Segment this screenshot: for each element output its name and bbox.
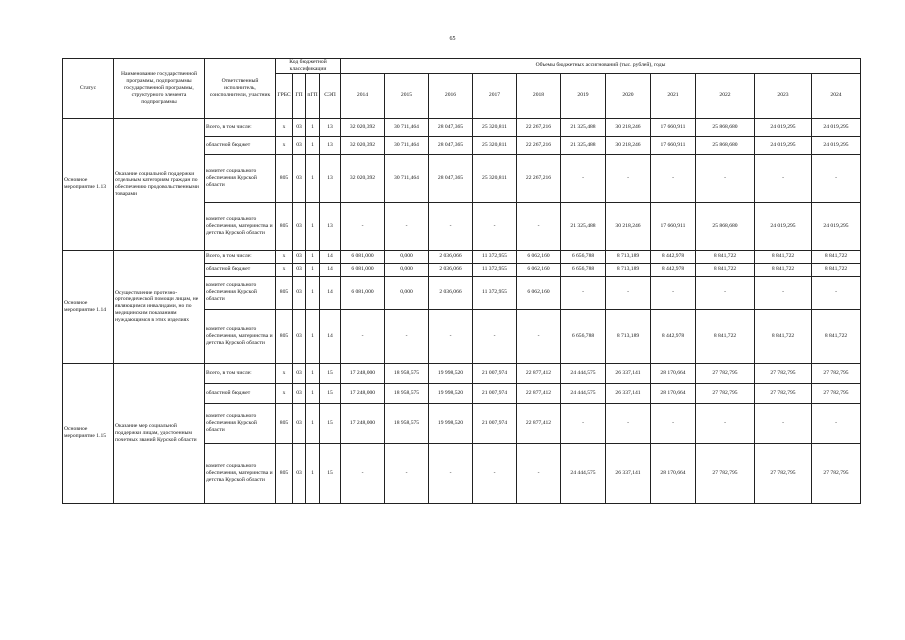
code-grbs-cell: 805 xyxy=(276,276,293,309)
header-code-sep: СЭП xyxy=(320,73,341,118)
amount-cell: 0,000 xyxy=(385,263,429,276)
status-cell: Основное мероприятие 1.14 xyxy=(63,250,114,363)
amount-cell: - xyxy=(561,276,606,309)
amount-cell: 22 877,412 xyxy=(517,403,561,443)
amount-cell: 6 656,788 xyxy=(561,309,606,363)
header-status: Статус xyxy=(63,59,114,119)
amount-cell: 27 782,795 xyxy=(696,363,755,383)
table-body xyxy=(63,118,861,503)
amount-cell: 17 660,911 xyxy=(651,202,696,250)
code-sep-cell: 15 xyxy=(320,403,341,443)
code-grbs-cell: х xyxy=(276,363,293,383)
status-cell: Основное мероприятие 1.13 xyxy=(63,118,114,250)
participant-cell: комитет социального обеспечения Курской области xyxy=(205,403,276,443)
code-sep-cell: 14 xyxy=(320,309,341,363)
amount-cell: 6 062,160 xyxy=(517,250,561,263)
code-sep-cell: 13 xyxy=(320,118,341,136)
amount-cell: 8 841,722 xyxy=(812,309,861,363)
code-pgp-cell: 1 xyxy=(306,250,320,263)
amount-cell: - xyxy=(606,276,651,309)
amount-cell: - xyxy=(561,154,606,202)
amount-cell: 32 020,392 xyxy=(341,136,385,154)
amount-cell: 8 841,722 xyxy=(696,250,755,263)
code-pgp-cell: 1 xyxy=(306,136,320,154)
amount-cell: - xyxy=(696,276,755,309)
header-year: 2020 xyxy=(606,73,651,118)
amount-cell: - xyxy=(651,403,696,443)
amount-cell: - xyxy=(651,276,696,309)
header-code-grbs: ГРБС xyxy=(276,73,293,118)
code-pgp-cell: 1 xyxy=(306,363,320,383)
amount-cell: 6 081,000 xyxy=(341,250,385,263)
code-grbs-cell: 805 xyxy=(276,309,293,363)
amount-cell: 27 782,795 xyxy=(812,363,861,383)
amount-cell: 24 019,295 xyxy=(755,118,812,136)
amount-cell: - xyxy=(651,154,696,202)
amount-cell: 8 442,978 xyxy=(651,250,696,263)
amount-cell: 26 337,141 xyxy=(606,363,651,383)
code-sep-cell: 13 xyxy=(320,136,341,154)
amount-cell: 30 711,464 xyxy=(385,136,429,154)
amount-cell: 8 841,722 xyxy=(755,250,812,263)
amount-cell: 32 020,392 xyxy=(341,118,385,136)
table-row xyxy=(63,363,861,383)
code-gp-cell: 03 xyxy=(293,118,306,136)
amount-cell: 18 958,575 xyxy=(385,363,429,383)
header-code-group: Код бюджетной классификации xyxy=(276,59,341,74)
amount-cell: - xyxy=(606,154,651,202)
code-gp-cell: 03 xyxy=(293,383,306,403)
amount-cell: 6 081,000 xyxy=(341,263,385,276)
code-sep-cell: 15 xyxy=(320,363,341,383)
amount-cell: 6 081,000 xyxy=(341,276,385,309)
amount-cell: 17 248,000 xyxy=(341,383,385,403)
amount-cell: 8 713,189 xyxy=(606,250,651,263)
amount-cell: 17 660,911 xyxy=(651,118,696,136)
code-gp-cell: 03 xyxy=(293,403,306,443)
header-year: 2016 xyxy=(429,73,473,118)
header-program-name: Наименование государственной программы, подпрограммы государственной программы, структурного элемента подпрограммы xyxy=(114,59,205,119)
amount-cell: 19 998,520 xyxy=(429,403,473,443)
amount-cell: 22 267,216 xyxy=(517,136,561,154)
amount-cell: 11 372,955 xyxy=(473,276,517,309)
amount-cell: - xyxy=(473,309,517,363)
amount-cell: 21 007,974 xyxy=(473,363,517,383)
code-pgp-cell: 1 xyxy=(306,403,320,443)
amount-cell: 17 660,911 xyxy=(651,136,696,154)
measure-name-cell: Оказание социальной поддержки отдельным категориям граждан по обеспечению продовольственными товарами xyxy=(114,118,205,250)
amount-cell: 30 711,464 xyxy=(385,154,429,202)
amount-cell: 6 062,160 xyxy=(517,263,561,276)
code-sep-cell: 15 xyxy=(320,443,341,503)
amount-cell: - xyxy=(473,202,517,250)
header-year: 2017 xyxy=(473,73,517,118)
amount-cell: - xyxy=(696,403,755,443)
header-year: 2022 xyxy=(696,73,755,118)
amount-cell: - xyxy=(429,309,473,363)
amount-cell: 27 782,795 xyxy=(696,383,755,403)
code-gp-cell: 03 xyxy=(293,263,306,276)
amount-cell: 0,000 xyxy=(385,276,429,309)
amount-cell: 27 782,795 xyxy=(755,363,812,383)
amount-cell: 8 713,189 xyxy=(606,263,651,276)
amount-cell: 28 170,664 xyxy=(651,383,696,403)
amount-cell: 30 218,246 xyxy=(606,118,651,136)
amount-cell: 19 998,520 xyxy=(429,363,473,383)
amount-cell: 2 036,066 xyxy=(429,263,473,276)
amount-cell: 18 958,575 xyxy=(385,383,429,403)
code-pgp-cell: 1 xyxy=(306,309,320,363)
amount-cell: 24 019,295 xyxy=(812,136,861,154)
amount-cell: 27 782,795 xyxy=(696,443,755,503)
amount-cell: 25 320,811 xyxy=(473,118,517,136)
participant-cell: Всего, в том числе: xyxy=(205,363,276,383)
amount-cell: 26 337,141 xyxy=(606,383,651,403)
amount-cell: - xyxy=(385,443,429,503)
amount-cell: 25 320,811 xyxy=(473,136,517,154)
amount-cell: 21 325,488 xyxy=(561,136,606,154)
amount-cell: 2 036,066 xyxy=(429,276,473,309)
table-row xyxy=(63,118,861,136)
code-grbs-cell: х xyxy=(276,263,293,276)
amount-cell: 8 841,722 xyxy=(755,309,812,363)
amount-cell: 0,000 xyxy=(385,250,429,263)
amount-cell: 24 444,575 xyxy=(561,443,606,503)
budget-allocation-table xyxy=(62,58,861,504)
participant-cell: комитет социального обеспечения, материнства и детства Курской области xyxy=(205,309,276,363)
amount-cell: - xyxy=(517,309,561,363)
amount-cell: 22 267,216 xyxy=(517,154,561,202)
code-pgp-cell: 1 xyxy=(306,154,320,202)
code-gp-cell: 03 xyxy=(293,202,306,250)
code-grbs-cell: 805 xyxy=(276,443,293,503)
amount-cell: 8 841,722 xyxy=(812,263,861,276)
code-gp-cell: 03 xyxy=(293,276,306,309)
header-year: 2018 xyxy=(517,73,561,118)
amount-cell: 24 019,295 xyxy=(755,136,812,154)
code-grbs-cell: 805 xyxy=(276,154,293,202)
code-gp-cell: 03 xyxy=(293,443,306,503)
amount-cell: - xyxy=(812,276,861,309)
code-grbs-cell: 805 xyxy=(276,403,293,443)
amount-cell: - xyxy=(473,443,517,503)
amount-cell: - xyxy=(696,154,755,202)
code-grbs-cell: х xyxy=(276,118,293,136)
code-pgp-cell: 1 xyxy=(306,383,320,403)
amount-cell: 8 841,722 xyxy=(696,263,755,276)
amount-cell: - xyxy=(755,403,812,443)
code-pgp-cell: 1 xyxy=(306,276,320,309)
code-sep-cell: 13 xyxy=(320,202,341,250)
amount-cell: 24 019,295 xyxy=(812,118,861,136)
amount-cell: 28 170,664 xyxy=(651,363,696,383)
amount-cell: 8 442,978 xyxy=(651,309,696,363)
amount-cell: 8 841,722 xyxy=(812,250,861,263)
amount-cell: 22 877,412 xyxy=(517,383,561,403)
amount-cell: - xyxy=(755,276,812,309)
amount-cell: - xyxy=(812,403,861,443)
code-pgp-cell: 1 xyxy=(306,443,320,503)
header-responsible: Ответственный исполнитель, соисполнители, участник xyxy=(205,59,276,119)
amount-cell: - xyxy=(755,154,812,202)
amount-cell: 24 444,575 xyxy=(561,363,606,383)
amount-cell: 30 218,246 xyxy=(606,136,651,154)
amount-cell: 24 019,295 xyxy=(755,202,812,250)
amount-cell: 28 047,365 xyxy=(429,118,473,136)
amount-cell: 27 782,795 xyxy=(755,443,812,503)
participant-cell: областной бюджет xyxy=(205,136,276,154)
amount-cell: - xyxy=(385,309,429,363)
code-grbs-cell: х xyxy=(276,383,293,403)
amount-cell: - xyxy=(385,202,429,250)
header-year: 2023 xyxy=(755,73,812,118)
participant-cell: Всего, в том числе: xyxy=(205,118,276,136)
amount-cell: 26 337,141 xyxy=(606,443,651,503)
header-code-pgp: пГП xyxy=(306,73,320,118)
amount-cell: 18 958,575 xyxy=(385,403,429,443)
participant-cell: комитет социального обеспечения, материнства и детства Курской области xyxy=(205,202,276,250)
amount-cell: 25 868,680 xyxy=(696,118,755,136)
amount-cell: 21 325,488 xyxy=(561,202,606,250)
participant-cell: Всего, в том числе: xyxy=(205,250,276,263)
participant-cell: комитет социального обеспечения Курской области xyxy=(205,276,276,309)
code-pgp-cell: 1 xyxy=(306,118,320,136)
amount-cell: 25 320,811 xyxy=(473,154,517,202)
code-sep-cell: 14 xyxy=(320,250,341,263)
amount-cell: - xyxy=(517,202,561,250)
amount-cell: 11 372,955 xyxy=(473,250,517,263)
amount-cell: 11 372,955 xyxy=(473,263,517,276)
page-number: 65 xyxy=(449,36,456,42)
amount-cell: 27 782,795 xyxy=(812,443,861,503)
header-year: 2024 xyxy=(812,73,861,118)
amount-cell: 6 656,788 xyxy=(561,263,606,276)
amount-cell: 30 711,464 xyxy=(385,118,429,136)
amount-cell: 17 248,000 xyxy=(341,403,385,443)
code-grbs-cell: х xyxy=(276,250,293,263)
amount-cell: - xyxy=(341,202,385,250)
amount-cell: - xyxy=(341,443,385,503)
status-cell: Основное мероприятие 1.15 xyxy=(63,363,114,503)
amount-cell: 28 047,365 xyxy=(429,154,473,202)
amount-cell: 32 020,392 xyxy=(341,154,385,202)
header-year: 2019 xyxy=(561,73,606,118)
header-year: 2021 xyxy=(651,73,696,118)
header-volume-group: Объемы бюджетных ассигнований (тыс. рублей), годы xyxy=(341,59,861,74)
code-grbs-cell: х xyxy=(276,136,293,154)
amount-cell: 25 868,680 xyxy=(696,136,755,154)
code-pgp-cell: 1 xyxy=(306,202,320,250)
amount-cell: 6 656,788 xyxy=(561,250,606,263)
amount-cell: 30 218,246 xyxy=(606,202,651,250)
amount-cell: 8 713,189 xyxy=(606,309,651,363)
code-gp-cell: 03 xyxy=(293,363,306,383)
amount-cell: - xyxy=(429,202,473,250)
amount-cell: 21 007,974 xyxy=(473,383,517,403)
code-sep-cell: 13 xyxy=(320,154,341,202)
code-sep-cell: 14 xyxy=(320,263,341,276)
measure-name-cell: Осуществление протезно-ортопедической помощи лицам, не являющимся инвалидами, но по медицинским показаниям нуждающимся в этих изделиях xyxy=(114,250,205,363)
amount-cell: 8 841,722 xyxy=(755,263,812,276)
participant-cell: комитет социального обеспечения Курской области xyxy=(205,154,276,202)
amount-cell: 24 444,575 xyxy=(561,383,606,403)
header-year: 2015 xyxy=(385,73,429,118)
amount-cell: 21 325,488 xyxy=(561,118,606,136)
code-gp-cell: 03 xyxy=(293,136,306,154)
code-sep-cell: 14 xyxy=(320,276,341,309)
code-grbs-cell: 805 xyxy=(276,202,293,250)
amount-cell: 17 248,000 xyxy=(341,363,385,383)
code-sep-cell: 15 xyxy=(320,383,341,403)
participant-cell: областной бюджет xyxy=(205,383,276,403)
participant-cell: областной бюджет xyxy=(205,263,276,276)
amount-cell: - xyxy=(429,443,473,503)
header-year: 2014 xyxy=(341,73,385,118)
amount-cell: - xyxy=(517,443,561,503)
amount-cell: 27 782,795 xyxy=(755,383,812,403)
amount-cell: 8 442,978 xyxy=(651,263,696,276)
amount-cell: - xyxy=(561,403,606,443)
amount-cell: 27 782,795 xyxy=(812,383,861,403)
amount-cell: 28 170,664 xyxy=(651,443,696,503)
amount-cell: 6 062,160 xyxy=(517,276,561,309)
table-row xyxy=(63,250,861,263)
amount-cell: 8 841,722 xyxy=(696,309,755,363)
amount-cell: 24 019,295 xyxy=(812,202,861,250)
amount-cell: 22 877,412 xyxy=(517,363,561,383)
amount-cell: - xyxy=(812,154,861,202)
amount-cell: 28 047,365 xyxy=(429,136,473,154)
amount-cell: 19 998,520 xyxy=(429,383,473,403)
header-code-gp: ГП xyxy=(293,73,306,118)
code-gp-cell: 03 xyxy=(293,250,306,263)
amount-cell: 22 267,216 xyxy=(517,118,561,136)
participant-cell: комитет социального обеспечения, материнства и детства Курской области xyxy=(205,443,276,503)
amount-cell: 21 007,974 xyxy=(473,403,517,443)
amount-cell: 25 868,680 xyxy=(696,202,755,250)
amount-cell: - xyxy=(606,403,651,443)
amount-cell: - xyxy=(341,309,385,363)
code-pgp-cell: 1 xyxy=(306,263,320,276)
measure-name-cell: Оказание мер социальной поддержки лицам, удостоенным почетных званий Курской области xyxy=(114,363,205,503)
amount-cell: 2 036,066 xyxy=(429,250,473,263)
code-gp-cell: 03 xyxy=(293,309,306,363)
code-gp-cell: 03 xyxy=(293,154,306,202)
